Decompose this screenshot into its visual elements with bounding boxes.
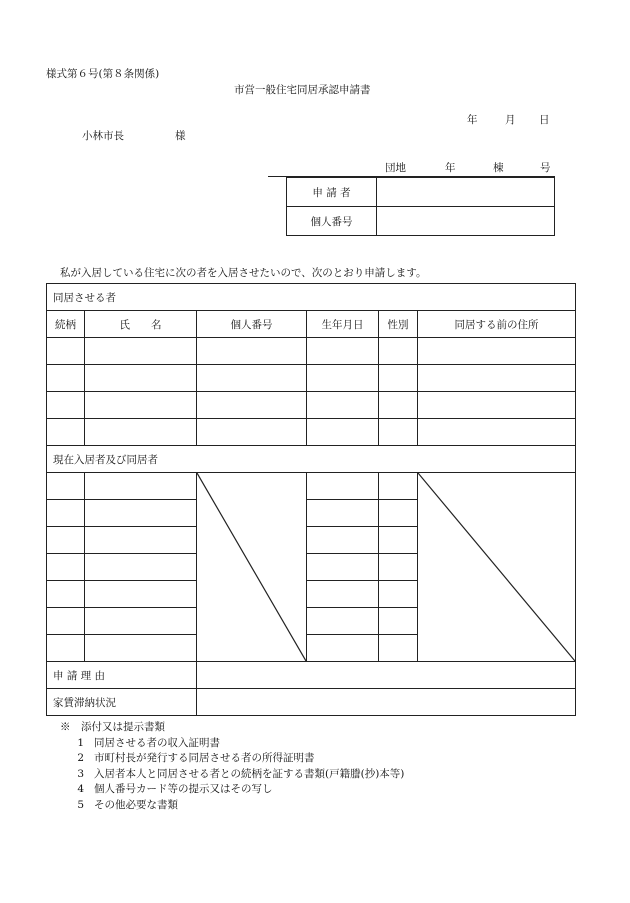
relationship-field[interactable] [47, 419, 85, 446]
sex-field[interactable] [379, 338, 418, 365]
form-number: 様式第６号(第８条関係) [46, 68, 160, 80]
sex-field[interactable] [379, 608, 418, 635]
attachments-list [60, 720, 404, 814]
cohabit-row [47, 338, 576, 365]
cohabit-row [47, 419, 576, 446]
name-field[interactable] [85, 608, 197, 635]
individual-number-label: 個人番号 [287, 207, 377, 236]
applicant-label: 申 請 者 [287, 178, 377, 207]
date-year-label: 年 [467, 114, 478, 126]
cohabit-section-title: 同居させる者 [47, 284, 576, 311]
form-title: 市営一般住宅同居承認申請書 [234, 84, 371, 96]
sex-field[interactable] [379, 392, 418, 419]
relationship-field[interactable] [47, 635, 85, 662]
birthdate-field[interactable] [307, 365, 379, 392]
relationship-field[interactable] [47, 338, 85, 365]
birthdate-field[interactable] [307, 608, 379, 635]
birthdate-field[interactable] [307, 554, 379, 581]
name-field[interactable] [85, 419, 197, 446]
item-text: 同居させる者の収入証明書 [94, 736, 220, 749]
sex-field[interactable] [379, 554, 418, 581]
applicant-field[interactable] [377, 178, 555, 207]
cohabit-row [47, 392, 576, 419]
item-number: 3 [77, 767, 84, 780]
header-individual-number: 個人番号 [197, 311, 307, 338]
rent-arrears-field[interactable] [197, 689, 576, 716]
item-number: 4 [77, 783, 84, 796]
relationship-field[interactable] [47, 392, 85, 419]
relationship-field[interactable] [47, 365, 85, 392]
relationship-field[interactable] [47, 473, 85, 500]
main-table [46, 283, 576, 716]
sex-field[interactable] [379, 365, 418, 392]
current-row [47, 473, 576, 500]
sex-field[interactable] [379, 527, 418, 554]
birthdate-field[interactable] [307, 392, 379, 419]
individual-number-field[interactable] [197, 338, 307, 365]
birthdate-field[interactable] [307, 338, 379, 365]
item-text: その他必要な書類 [94, 798, 178, 811]
sex-field[interactable] [379, 500, 418, 527]
reason-label: 申 請 理 由 [47, 662, 197, 689]
reason-field[interactable] [197, 662, 576, 689]
housing-year-label: 年 [445, 162, 456, 174]
list-item [60, 798, 404, 814]
individual-number-field[interactable] [197, 419, 307, 446]
birthdate-field[interactable] [307, 419, 379, 446]
previous-address-field[interactable] [418, 365, 576, 392]
relationship-field[interactable] [47, 608, 85, 635]
housing-unit-label: 号 [540, 162, 551, 174]
item-number: 5 [77, 798, 84, 811]
addressee-mayor: 小林市長 [82, 130, 124, 142]
name-field[interactable] [85, 473, 197, 500]
list-item [60, 751, 404, 767]
item-text: 市町村長が発行する同居させる者の所得証明書 [94, 752, 315, 765]
relationship-field[interactable] [47, 527, 85, 554]
header-previous-address: 同居する前の住所 [418, 311, 576, 338]
attachments-heading: ※ 添付又は提示書類 [60, 721, 165, 733]
current-section-title: 現在入居者及び同居者 [47, 446, 576, 473]
previous-address-void [418, 473, 576, 662]
header-relationship: 続柄 [47, 311, 85, 338]
name-field[interactable] [85, 554, 197, 581]
name-field[interactable] [85, 581, 197, 608]
item-text: 個人番号カード等の提示又はその写し [94, 783, 273, 796]
individual-number-field[interactable] [197, 365, 307, 392]
birthdate-field[interactable] [307, 635, 379, 662]
individual-number-field[interactable] [197, 392, 307, 419]
item-text: 入居者本人と同居させる者との続柄を証する書類(戸籍謄(抄)本等) [94, 767, 405, 780]
application-statement: 私が入居している住宅に次の者を入居させたいので、次のとおり申請します。 [60, 267, 427, 279]
sex-field[interactable] [379, 419, 418, 446]
previous-address-field[interactable] [418, 419, 576, 446]
name-field[interactable] [85, 365, 197, 392]
diagonal-strike-line [197, 473, 306, 661]
addressee-honorific: 様 [175, 130, 186, 142]
birthdate-field[interactable] [307, 473, 379, 500]
header-sex: 性別 [379, 311, 418, 338]
previous-address-field[interactable] [418, 392, 576, 419]
sex-field[interactable] [379, 581, 418, 608]
diagonal-strike-line [418, 473, 575, 661]
previous-address-field[interactable] [418, 338, 576, 365]
name-field[interactable] [85, 635, 197, 662]
name-field[interactable] [85, 392, 197, 419]
header-birthdate: 生年月日 [307, 311, 379, 338]
date-day-label: 日 [539, 114, 550, 126]
relationship-field[interactable] [47, 554, 85, 581]
sex-field[interactable] [379, 635, 418, 662]
header-name: 氏 名 [85, 311, 197, 338]
name-field[interactable] [85, 527, 197, 554]
individual-number-void [197, 473, 307, 662]
list-item [60, 736, 404, 752]
birthdate-field[interactable] [307, 527, 379, 554]
housing-building-label: 棟 [493, 162, 504, 174]
relationship-field[interactable] [47, 500, 85, 527]
relationship-field[interactable] [47, 581, 85, 608]
item-number: 2 [77, 752, 84, 765]
name-field[interactable] [85, 500, 197, 527]
date-month-label: 月 [505, 114, 516, 126]
applicant-individual-number-field[interactable] [377, 207, 555, 236]
name-field[interactable] [85, 338, 197, 365]
sex-field[interactable] [379, 473, 418, 500]
housing-complex-label: 団地 [385, 162, 406, 174]
applicant-box [286, 177, 555, 236]
birthdate-field[interactable] [307, 500, 379, 527]
cohabit-row [47, 365, 576, 392]
list-item [60, 767, 404, 783]
birthdate-field[interactable] [307, 581, 379, 608]
item-number: 1 [77, 736, 84, 749]
rent-arrears-label: 家賃滞納状況 [47, 689, 197, 716]
list-item [60, 782, 404, 798]
